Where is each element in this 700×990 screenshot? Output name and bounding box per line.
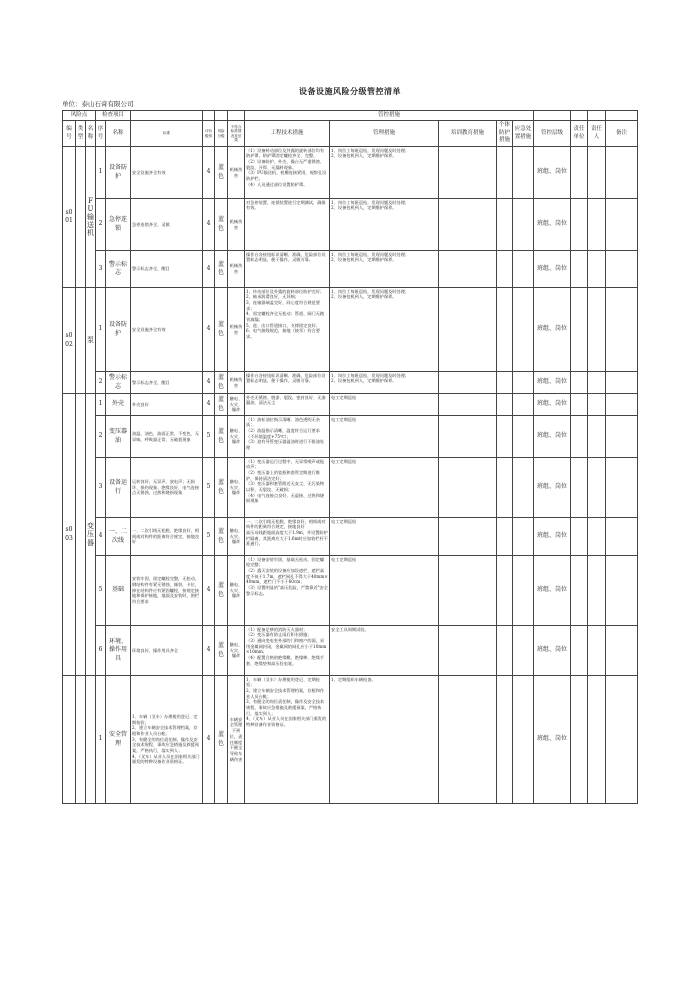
resp-unit-cell: [571, 372, 588, 394]
header-type: 类型: [76, 121, 86, 147]
training-cell: [439, 372, 497, 394]
table-row: [63, 251, 638, 288]
remark-cell: [606, 199, 638, 251]
engineering-cell: 一、二次引线无松脱、绝缘良好，相间或对构件的距离符合规定，接地良好 高压母线距地面高度大于1.9m，并设置防护栏隔离，其距离应大于1.6m时应加装栏杆不准通行。: [245, 518, 330, 556]
risk-control-table: [62, 110, 638, 804]
emergency-cell: [513, 394, 534, 416]
control-level-cell: 班组、岗位: [534, 458, 571, 518]
control-level-cell: 班组、岗位: [534, 676, 571, 804]
remark-cell: [606, 676, 638, 804]
remark-cell: [606, 288, 638, 372]
resp-unit-cell: [571, 518, 588, 556]
resp-unit-cell: [571, 676, 588, 804]
engineering-cell: （1）油标油位指示清晰、油色透明无杂质； （2）油温指示清晰，温度符合运行要求（不环境温度+75℃）； （3）追有导管变压器溢油时进行不排油处理: [245, 416, 330, 458]
risk-color-cell: 蓝色: [215, 288, 228, 372]
training-cell: [439, 556, 497, 626]
consequence-cell: 车辆安全管理不到位，责任制度不健全导致车辆伤害: [228, 676, 245, 804]
engineering-cell: 操作台各按钮标识清晰、准确，危险部位设置标志明显，便于操作，灵敏可靠。: [245, 251, 330, 288]
seq-cell: 4: [96, 518, 106, 556]
training-cell: [439, 199, 497, 251]
level-cell: 5: [203, 416, 215, 458]
header-no: 编号: [63, 121, 76, 147]
level-cell: 4: [203, 394, 215, 416]
management-cell: 1、岗位工每班巡检，发现问题及时处理； 2、设备包机到人，定期维护保养。: [330, 147, 439, 199]
engineering-cell: 操作台各按钮标识清晰、准确，危险部位设置标志明显，便于操作，灵敏可靠。: [245, 372, 330, 394]
seq-cell: 3: [96, 251, 106, 288]
resp-person-cell: [588, 676, 606, 804]
remark-cell: [606, 518, 638, 556]
risk-color-cell: 蓝色: [215, 556, 228, 626]
emergency-cell: [513, 416, 534, 458]
control-level-cell: 班组、岗位: [534, 416, 571, 458]
emergency-cell: [513, 458, 534, 518]
emergency-cell: [513, 147, 534, 199]
management-cell: 1、定期组织车辆检查。: [330, 676, 439, 804]
management-cell: 电工定期巡检: [330, 458, 439, 518]
standard-cell: 安全设施齐全有效: [131, 147, 203, 199]
item-name-cell: 设备防护: [106, 147, 131, 199]
seq-cell: 2: [96, 372, 106, 394]
risk-point-name: [86, 676, 96, 804]
risk-point-no: s003: [63, 394, 76, 676]
resp-person-cell: [588, 147, 606, 199]
remark-cell: [606, 147, 638, 199]
emergency-cell: [513, 372, 534, 394]
ppe-cell: [497, 199, 513, 251]
standard-cell: 警示标志齐全、醒目: [131, 372, 203, 394]
seq-cell: 1: [96, 288, 106, 372]
table-row: [63, 416, 638, 458]
risk-color-cell: 蓝色: [215, 626, 228, 676]
engineering-cell: （1）变压器运行过程中，无异常噪声或振动声； （2）变压器上的瓷瓶和套管定期进行维护，保持清洁完好； （3）变压器和套管附近无灰尘、无污染物以积、无裂纹、无破损； （4）电气连接点良好，无虚接、过热和烧损现象: [245, 458, 330, 518]
resp-unit-cell: [571, 147, 588, 199]
resp-unit-cell: [571, 199, 588, 251]
engineering-cell: （1）设备安装牢固，基础无松动，固定螺栓完整； （2）露天安装的设备应加设遮栏，遮栏高度不低于1.7m，遮栏网孔不得大于40mm×40mm，遮栏门不小于60cm； （3）设置明显的"高压危险，严禁靠近"安全警示标志。: [245, 556, 330, 626]
training-cell: [439, 416, 497, 458]
level-cell: 5: [203, 458, 215, 518]
header-consequence: 不符合标准情况及后果: [228, 121, 245, 147]
resp-unit-cell: [571, 288, 588, 372]
standard-cell: 警示标志齐全、醒目: [131, 251, 203, 288]
level-cell: 4: [203, 556, 215, 626]
risk-color-cell: 蓝色: [215, 199, 228, 251]
resp-person-cell: [588, 518, 606, 556]
risk-point-name: FU输送机: [86, 147, 96, 288]
seq-cell: 5: [96, 556, 106, 626]
management-cell: 安全工具周期试验。: [330, 626, 439, 676]
ppe-cell: [497, 147, 513, 199]
consequence-cell: 触电、火灾、爆炸: [228, 458, 245, 518]
standard-cell: 外壳良好: [131, 394, 203, 416]
level-cell: 4: [203, 199, 215, 251]
control-level-cell: 班组、岗位: [534, 147, 571, 199]
consequence-cell: 触电、火灾、爆炸: [228, 626, 245, 676]
risk-point-name: 变压器: [86, 394, 96, 676]
risk-point-type: [76, 288, 86, 394]
emergency-cell: [513, 251, 534, 288]
resp-person-cell: [588, 458, 606, 518]
header-name: 名称: [86, 121, 96, 147]
engineering-cell: 1、车辆（叉车）办理使用登记、定期检验； 2、建立车辆安全技术管理档案，存根和作业人员台帐； 3、有健全的岗位责任制，操作及安全技术规程，事故应急措施及救援预案，严格执行，落实到人； 4、（叉车）从业人员在国家相关部门颁发的特种设备作业资格证。: [245, 676, 330, 804]
standard-cell: 一、二次引线无松脱、绝缘良好，相间或对构件的距离符合规定，接地良好: [131, 518, 203, 556]
standard-cell: 急停连锁齐全、灵敏: [131, 199, 203, 251]
level-cell: 4: [203, 288, 215, 372]
header-item-name: 名称: [106, 121, 131, 147]
control-level-cell: 班组、岗位: [534, 251, 571, 288]
standard-cell: 1、车辆（叉车）办理使用登记、定期检验； 2、建立车辆安全技术管理档案，存根和作业人员台帐； 3、有健全的岗位责任制、操作及安全技术规程，事故应急措施及救援预案，严格执行，落实到人； 4、（叉车）从业人员在国家相关部门颁发的特种设备作业资格证。: [131, 676, 203, 804]
engineering-cell: 对急停装置、连锁装置进行定期测试，确保有效。: [245, 199, 330, 251]
control-level-cell: 班组、岗位: [534, 626, 571, 676]
resp-unit-cell: [571, 394, 588, 416]
risk-color-cell: 蓝色: [215, 676, 228, 804]
header-check-item: 检查项目: [96, 111, 131, 121]
ppe-cell: [497, 626, 513, 676]
standard-cell: 安全设施齐全有效: [131, 288, 203, 372]
seq-cell: 1: [96, 394, 106, 416]
level-cell: 4: [203, 676, 215, 804]
table-row: [63, 372, 638, 394]
remark-cell: [606, 251, 638, 288]
item-name-cell: 急停连锁: [106, 199, 131, 251]
level-cell: 5: [203, 518, 215, 556]
risk-point-type: [76, 394, 86, 676]
level-cell: 4: [203, 251, 215, 288]
resp-person-cell: [588, 288, 606, 372]
standard-cell: 运转良好，无异声、放电声；无损坏、损伤现象、绝缘良好，电气连接点无锈蚀，过热和烧损现象: [131, 458, 203, 518]
risk-point-no: s001: [63, 147, 76, 288]
risk-point-no: [63, 676, 76, 804]
remark-cell: [606, 458, 638, 518]
risk-color-cell: 蓝色: [215, 416, 228, 458]
management-cell: 电工定期巡检: [330, 416, 439, 458]
table-row: [63, 288, 638, 372]
consequence-cell: 触电、火灾、爆炸: [228, 416, 245, 458]
header-resp-unit: 责任单位: [571, 121, 588, 147]
risk-color-cell: 蓝色: [215, 372, 228, 394]
resp-person-cell: [588, 416, 606, 458]
emergency-cell: [513, 288, 534, 372]
table-row: [63, 556, 638, 626]
header-management: 管理措施: [330, 121, 439, 147]
ppe-cell: [497, 416, 513, 458]
item-name-cell: 环境、操作用具: [106, 626, 131, 676]
engineering-cell: （1）设备转动部位及外露的旋转部位均有防护罩，防护罩固定螺栓齐全、完整。 （2）设备防护、外壳、操台无严重锈蚀、裂纹、开焊、无漏料现象。 （3）FU输送机、机槽连接紧固，观察孔设防护栏。 （4）人员通过部位设置防护罩。: [245, 147, 330, 199]
table-row: [63, 199, 638, 251]
ppe-cell: [497, 288, 513, 372]
table-row: [63, 676, 638, 804]
management-cell: 电工定期巡检: [330, 394, 439, 416]
risk-color-cell: 蓝色: [215, 458, 228, 518]
risk-color-cell: 蓝色: [215, 251, 228, 288]
risk-point-type: [76, 147, 86, 288]
consequence-cell: 机械伤害: [228, 288, 245, 372]
standard-cell: 环境良好，操作用具齐全: [131, 626, 203, 676]
table-row: [63, 394, 638, 416]
consequence-cell: 机械伤害: [228, 147, 245, 199]
document-title: 设备设施风险分级管控清单: [299, 86, 401, 96]
remark-cell: [606, 416, 638, 458]
risk-color-cell: 蓝色: [215, 518, 228, 556]
training-cell: [439, 288, 497, 372]
resp-person-cell: [588, 394, 606, 416]
header-emergency: 应急处置措施: [513, 121, 534, 147]
ppe-cell: [497, 556, 513, 626]
engineering-cell: 1、传动部位及外露的旋转部位防护完好； 2、轴承润滑良好，无异响； 3、连轴器端盖完好，同心度符合规范要求； 4、固定螺栓齐全无松动；管道、阀门无跑冒滴漏； 5、进、出口管道接口，支撑固定良好； 6、电气接线规范，接地（接零）符合要求。: [245, 288, 330, 372]
risk-color-cell: 蓝色: [215, 394, 228, 416]
training-cell: [439, 147, 497, 199]
table-row: [63, 458, 638, 518]
header-remark: 备注: [606, 121, 638, 147]
table-row: [63, 626, 638, 676]
management-cell: 1、岗位工每班巡检，发现问题及时处理； 2、设备包机到人，定期维护保养。: [330, 372, 439, 394]
table-row: [63, 518, 638, 556]
header-control-level: 管控层级: [534, 121, 571, 147]
resp-person-cell: [588, 556, 606, 626]
seq-cell: 2: [96, 199, 106, 251]
ppe-cell: [497, 458, 513, 518]
resp-person-cell: [588, 199, 606, 251]
level-cell: 4: [203, 372, 215, 394]
consequence-cell: 机械伤害: [228, 372, 245, 394]
control-level-cell: 班组、岗位: [534, 199, 571, 251]
header-engineering: 工程技术措施: [245, 121, 330, 147]
remark-cell: [606, 372, 638, 394]
remark-cell: [606, 626, 638, 676]
emergency-cell: [513, 556, 534, 626]
resp-unit-cell: [571, 626, 588, 676]
consequence-cell: 触电、火灾、爆炸: [228, 518, 245, 556]
item-name-cell: 基础: [106, 556, 131, 626]
training-cell: [439, 458, 497, 518]
emergency-cell: [513, 676, 534, 804]
risk-color-cell: 蓝色: [215, 147, 228, 199]
consequence-cell: 触电、火灾、爆炸: [228, 394, 245, 416]
risk-point-no: s002: [63, 288, 76, 394]
control-level-cell: 班组、岗位: [534, 556, 571, 626]
management-cell: 电工定期巡检: [330, 556, 439, 626]
resp-unit-cell: [571, 416, 588, 458]
item-name-cell: 安全管理: [106, 676, 131, 804]
header-standard: 标准: [131, 121, 203, 147]
management-cell: 1、岗位工每班巡检，发现问题及时处理； 2、设备包机到人，定期维护保养。: [330, 288, 439, 372]
header-level: 评价级别: [203, 121, 215, 147]
remark-cell: [606, 394, 638, 416]
training-cell: [439, 626, 497, 676]
unit-label: 单位：泰山石膏有限公司: [62, 100, 134, 108]
header-risk-color: 风险分级: [215, 121, 228, 147]
resp-unit-cell: [571, 251, 588, 288]
seq-cell: 6: [96, 626, 106, 676]
item-name-cell: 变压器油: [106, 416, 131, 458]
standard-cell: 安装牢固，固定螺栓完整，无松动，钢结构件有紧无锈蚀，倾斜，卡位，掉在结构件应有紧固螺栓，按规定接地和保护接地，地面及安装时，围栏符合要求: [131, 556, 203, 626]
ppe-cell: [497, 251, 513, 288]
control-level-cell: 班组、岗位: [534, 394, 571, 416]
header-ppe: 个体防护措施: [497, 121, 513, 147]
consequence-cell: 机械伤害: [228, 199, 245, 251]
risk-point-name: 泵: [86, 288, 96, 394]
engineering-cell: （1）配备足够的消防灭火器材； （2）变压器有防止雨后积水措施； （3）通向变电室外部的门和窗户的面，采用金属网封闭，金属网的网孔应小于10mm×10mm； （4）配置合格的绝缘靴、绝缘棒、绝缘手套、绝缘垫和高压验电笔。: [245, 626, 330, 676]
seq-cell: 1: [96, 676, 106, 804]
ppe-cell: [497, 372, 513, 394]
item-name-cell: 警示标志: [106, 372, 131, 394]
emergency-cell: [513, 199, 534, 251]
table-row: [63, 147, 638, 199]
emergency-cell: [513, 626, 534, 676]
engineering-cell: 外壳无锈蚀、脱漆、裂纹，密封良好、无渗漏油、清洁无尘: [245, 394, 330, 416]
header-risk-point: 风险点: [63, 111, 96, 121]
consequence-cell: 触电、火灾、爆炸: [228, 556, 245, 626]
item-name-cell: 设备防护: [106, 288, 131, 372]
level-cell: 4: [203, 626, 215, 676]
item-name-cell: 设备运行: [106, 458, 131, 518]
header-training: 培训教育措施: [439, 121, 497, 147]
control-level-cell: 班组、岗位: [534, 372, 571, 394]
item-name-cell: 警示标志: [106, 251, 131, 288]
seq-cell: 1: [96, 147, 106, 199]
item-name-cell: 外壳: [106, 394, 131, 416]
training-cell: [439, 394, 497, 416]
risk-point-type: [76, 676, 86, 804]
training-cell: [439, 251, 497, 288]
resp-person-cell: [588, 372, 606, 394]
management-cell: 1、岗位工每班巡检，发现问题及时处理； 2、设备包机到人，定期维护保养。: [330, 251, 439, 288]
header-control-measures: 管控措施: [245, 111, 534, 121]
ppe-cell: [497, 676, 513, 804]
resp-person-cell: [588, 251, 606, 288]
resp-person-cell: [588, 626, 606, 676]
management-cell: 电工定期巡检: [330, 518, 439, 556]
header-seq: 序号: [96, 121, 106, 147]
consequence-cell: 机械伤害: [228, 251, 245, 288]
control-level-cell: 班组、岗位: [534, 288, 571, 372]
control-level-cell: 班组、岗位: [534, 518, 571, 556]
ppe-cell: [497, 518, 513, 556]
training-cell: [439, 518, 497, 556]
emergency-cell: [513, 518, 534, 556]
level-cell: 4: [203, 147, 215, 199]
ppe-cell: [497, 394, 513, 416]
seq-cell: 3: [96, 458, 106, 518]
standard-cell: 油温、油色、油面正常，不变色、无异味，呼吸器正常、无破裂现象: [131, 416, 203, 458]
management-cell: 1、岗位工每班巡检，发现问题及时处理； 2、设备包机到人，定期维护保养。: [330, 199, 439, 251]
item-name-cell: 一、二次线: [106, 518, 131, 556]
header-resp-person: 责任人: [588, 121, 606, 147]
training-cell: [439, 676, 497, 804]
resp-unit-cell: [571, 556, 588, 626]
seq-cell: 2: [96, 416, 106, 458]
resp-unit-cell: [571, 458, 588, 518]
remark-cell: [606, 556, 638, 626]
